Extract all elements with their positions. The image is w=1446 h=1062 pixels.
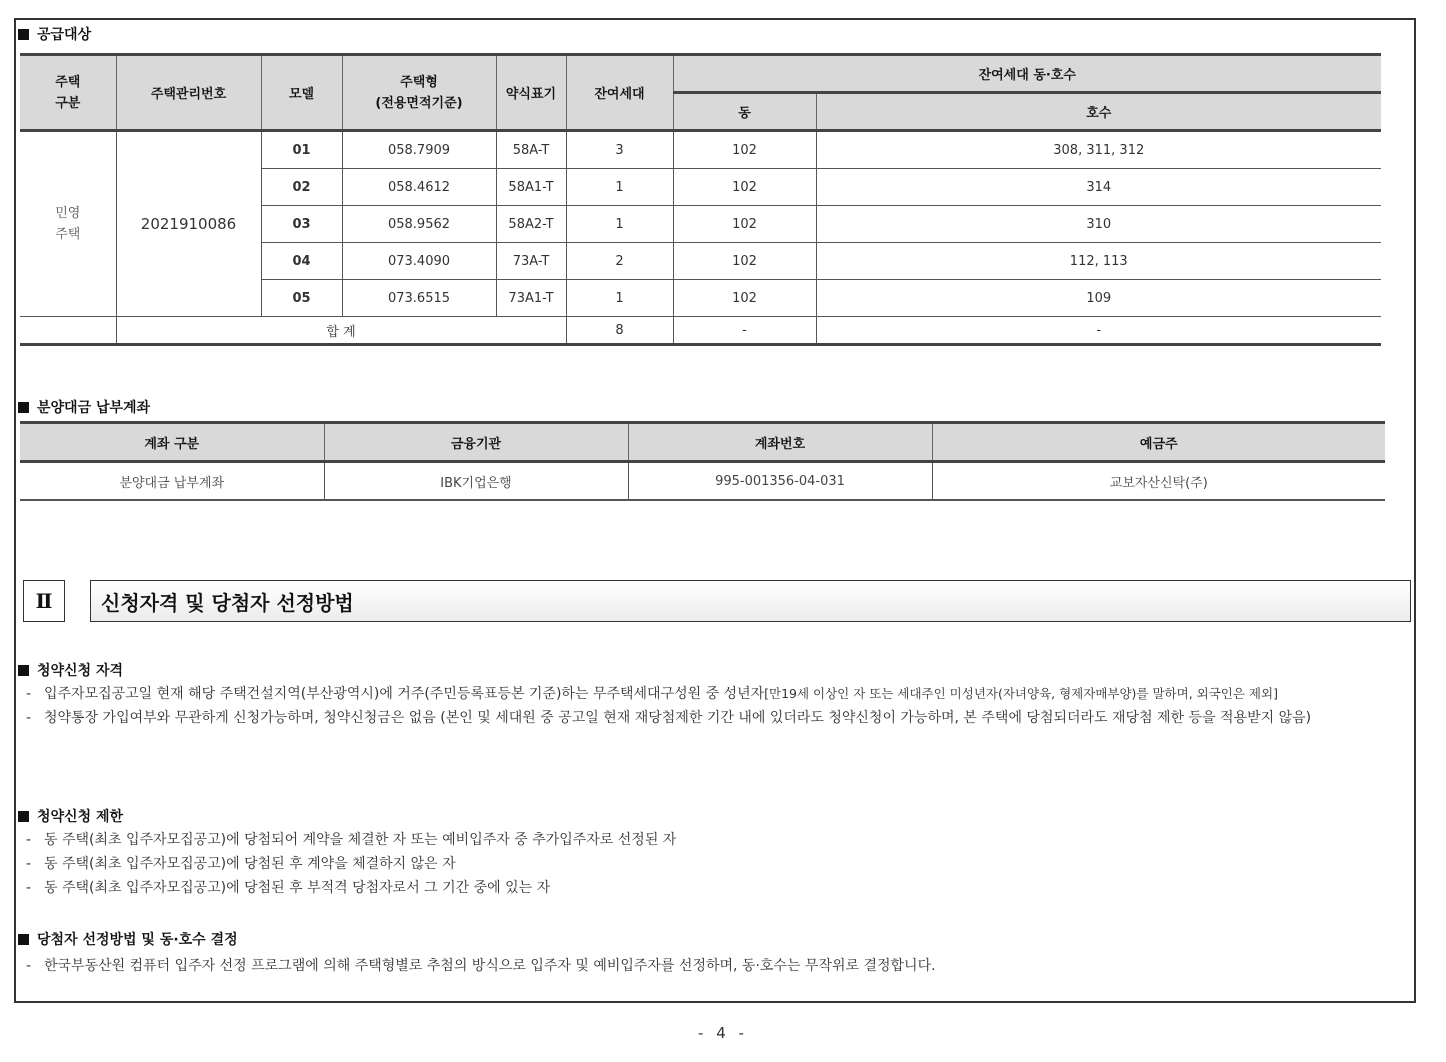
dong-cell: 102 [673, 169, 816, 206]
qualification-heading [18, 660, 123, 680]
total-row [20, 317, 1381, 345]
list-item: - 동 주택(최초 입주자모집공고)에 당첨되어 계약을 체결한 자 또는 예비입주자 중 추가입주자로 선정된 자 [26, 832, 677, 848]
ho-cell: 310 [816, 206, 1381, 243]
total-remaining: 8 [566, 317, 673, 345]
supply-table [20, 53, 1381, 346]
item-note: [만19세 이상인 자 또는 세대주인 미성년자(자녀양육, 형제자매부양)를 말하며, 외국인은 제외] [764, 686, 1278, 701]
account-heading-text: 분양대금 납부계좌 [37, 400, 151, 416]
account-header-type: 계좌 구분 [20, 423, 324, 462]
qualification-heading-text: 청약신청 자격 [37, 663, 124, 679]
item-text: 한국부동산원 컴퓨터 입주자 선정 프로그램에 의해 주택형별로 추첨의 방식으로 입주자 및 예비입주자를 선정하며, 동·호수는 무작위로 결정합니다. [44, 958, 936, 974]
header-type: 주택형 (전용면적기준) [342, 55, 496, 131]
remaining-cell: 1 [566, 169, 673, 206]
square-bullet-icon [18, 665, 29, 676]
item-text: 입주자모집공고일 현재 해당 주택건설지역(부산광역시)에 거주(주민등록표등본 기준)하는 무주택세대구성원 중 성년자 [44, 686, 765, 702]
abbr-cell: 58A2-T [496, 206, 566, 243]
square-bullet-icon [18, 811, 29, 822]
list-item: - 한국부동산원 컴퓨터 입주자 선정 프로그램에 의해 주택형별로 추첨의 방식으로 입주자 및 예비입주자를 선정하며, 동·호수는 무작위로 결정합니다. [26, 958, 936, 974]
list-item: - 동 주택(최초 입주자모집공고)에 당첨된 후 계약을 체결하지 않은 자 [26, 856, 456, 872]
total-empty-cell [20, 317, 116, 345]
type-cell: 058.7909 [342, 131, 496, 169]
restriction-heading-text: 청약신청 제한 [37, 809, 124, 825]
abbr-cell: 58A-T [496, 131, 566, 169]
ho-cell: 314 [816, 169, 1381, 206]
header-mgmt-no: 주택관리번호 [116, 55, 261, 131]
total-ho: - [816, 317, 1381, 345]
item-text: 동 주택(최초 입주자모집공고)에 당첨되어 계약을 체결한 자 또는 예비입주자 중 추가입주자로 선정된 자 [44, 832, 677, 848]
table-row [20, 462, 1385, 501]
dong-cell: 102 [673, 131, 816, 169]
ho-cell: 308, 311, 312 [816, 131, 1381, 169]
total-dong: - [673, 317, 816, 345]
mgmt-no-cell: 2021910086 [116, 131, 261, 317]
section-title: 신청자격 및 당첨자 선정방법 [90, 580, 1411, 622]
restriction-list [26, 828, 1414, 900]
account-table [20, 421, 1385, 501]
table-row [20, 131, 1381, 169]
abbr-cell: 58A1-T [496, 169, 566, 206]
account-holder-cell: 교보자산신탁(주) [932, 462, 1385, 501]
list-item: - 동 주택(최초 입주자모집공고)에 당첨된 후 부적격 당첨자로서 그 기간 중에 있는 자 [26, 880, 551, 896]
account-number-cell: 995-001356-04-031 [628, 462, 932, 501]
header-kind: 주택 구분 [20, 55, 116, 131]
account-header-number: 계좌번호 [628, 423, 932, 462]
header-abbr: 약식표기 [496, 55, 566, 131]
page-number: - 4 - [698, 1024, 748, 1042]
ho-cell: 112, 113 [816, 243, 1381, 280]
supply-heading-text: 공급대상 [37, 27, 92, 43]
model-cell: 04 [261, 243, 342, 280]
header-dong: 동 [673, 93, 816, 131]
dong-cell: 102 [673, 280, 816, 317]
account-type-cell: 분양대금 납부계좌 [20, 462, 324, 501]
model-cell: 01 [261, 131, 342, 169]
item-text: 동 주택(최초 입주자모집공고)에 당첨된 후 계약을 체결하지 않은 자 [44, 856, 456, 872]
dong-cell: 102 [673, 206, 816, 243]
square-bullet-icon [18, 934, 29, 945]
ho-cell: 109 [816, 280, 1381, 317]
item-text: 청약통장 가입여부와 무관하게 신청가능하며, 청약신청금은 없음 (본인 및 세대원 중 공고일 현재 재당첨제한 기간 내에 있더라도 청약신청이 가능하며, 본 주택에 당첨되더라도 재당첨 제한 등을 적용받지 않음) [44, 710, 1312, 726]
type-cell: 058.9562 [342, 206, 496, 243]
dong-cell: 102 [673, 243, 816, 280]
kind-cell: 민영 주택 [20, 131, 116, 317]
model-cell: 03 [261, 206, 342, 243]
total-label: 합 계 [116, 317, 566, 345]
section-number: Ⅱ [23, 580, 65, 622]
list-item: - 입주자모집공고일 현재 해당 주택건설지역(부산광역시)에 거주(주민등록표등본 기준)하는 무주택세대구성원 중 성년자[만19세 이상인 자 또는 세대주인 미성년자(자녀양육, 형제자매부양)를 말하며, 외국인은 제외] [26, 686, 1278, 702]
model-cell: 05 [261, 280, 342, 317]
remaining-cell: 2 [566, 243, 673, 280]
remaining-cell: 1 [566, 206, 673, 243]
supply-heading [18, 24, 91, 44]
type-cell: 073.4090 [342, 243, 496, 280]
header-ho: 호수 [816, 93, 1381, 131]
restriction-heading [18, 806, 123, 826]
selection-list [26, 954, 1414, 978]
model-cell: 02 [261, 169, 342, 206]
account-bank-cell: IBK기업은행 [324, 462, 628, 501]
remaining-cell: 3 [566, 131, 673, 169]
item-text: 동 주택(최초 입주자모집공고)에 당첨된 후 부적격 당첨자로서 그 기간 중에 있는 자 [44, 880, 551, 896]
header-remaining: 잔여세대 [566, 55, 673, 131]
list-item: - 청약통장 가입여부와 무관하게 신청가능하며, 청약신청금은 없음 (본인 및 세대원 중 공고일 현재 재당첨제한 기간 내에 있더라도 청약신청이 가능하며, 본 주택에 당첨되더라도 재당첨 제한 등을 적용받지 않음) [26, 710, 1312, 726]
selection-heading-text: 당첨자 선정방법 및 동·호수 결정 [37, 932, 238, 948]
selection-heading [18, 929, 238, 949]
abbr-cell: 73A-T [496, 243, 566, 280]
qualification-list [26, 682, 1414, 730]
abbr-cell: 73A1-T [496, 280, 566, 317]
square-bullet-icon [18, 402, 29, 413]
square-bullet-icon [18, 29, 29, 40]
header-dong-ho: 잔여세대 동·호수 [673, 55, 1381, 93]
account-header-bank: 금융기관 [324, 423, 628, 462]
header-model: 모델 [261, 55, 342, 131]
account-heading [18, 397, 150, 417]
type-cell: 058.4612 [342, 169, 496, 206]
account-header-holder: 예금주 [932, 423, 1385, 462]
type-cell: 073.6515 [342, 280, 496, 317]
remaining-cell: 1 [566, 280, 673, 317]
